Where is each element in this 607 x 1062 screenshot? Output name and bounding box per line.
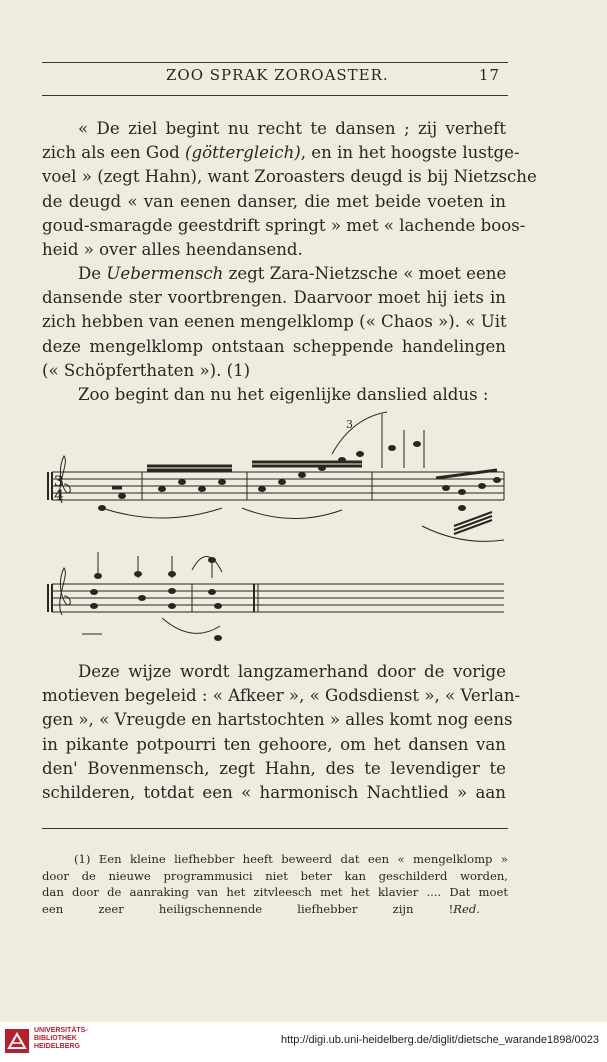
header-title: ZOO SPRAK ZOROASTER. (166, 66, 389, 84)
running-header (42, 66, 508, 86)
text-line: motieven begeleid : « Afkeer », « Godsdienst », « Verlan- (42, 686, 521, 706)
italic-term: Uebermensch (106, 264, 224, 283)
text-line: Deze wijze wordt langzamerhand door de vorige (78, 662, 506, 681)
source-url-link[interactable]: http://digi.ub.uni-heidelberg.de/diglit/dietsche_warande1898/0023 (280, 1034, 599, 1046)
footnote-line: (1) Een kleine liefhebber heeft beweerd dat een « mengelklomp » (74, 852, 508, 866)
text-line: (« Schöpferthaten »). (1) (42, 360, 251, 380)
text-line: Zoo begint dan nu het eigenlijke danslied aldus : (78, 385, 489, 404)
text-line: heid » over alles heendansend. (42, 240, 303, 260)
text-line: « De ziel begint nu recht te dansen ; zij verheft (78, 119, 506, 138)
paragraph-3 (42, 383, 506, 407)
text-line: de deugd « van eenen danser, die met beide voeten in (42, 191, 506, 211)
triplet-mark: 3 (346, 418, 353, 431)
footnote-signature: Red. (453, 901, 480, 916)
text-line: dansende ster voortbrengen. Daarvoor moet hij iets in (42, 288, 506, 308)
text-line: gen », « Vreugde en hartstochten » alles komt nog eens (42, 710, 513, 730)
footnote-line: een zeer heiligschennende liefhebber zijn ! Red. (42, 901, 480, 916)
library-logo-text: UNIVERSITÄTS- BIBLIOTHEK HEIDELBERG (34, 1027, 88, 1050)
text-line: zich als een God (göttergleich), en in het hoogste lustge- (42, 143, 520, 163)
time-sig-bottom: 4 (54, 488, 64, 504)
paragraph-2 (42, 262, 506, 383)
music-system-2 (42, 548, 508, 656)
text-line: deze mengelklomp ontstaan scheppende handelingen (42, 336, 506, 356)
footnote-line: dan door de aanraking van het zitvleesch met het klavier .... Dat moet (42, 885, 508, 900)
text-line: goud-smaragde geestdrift springt » met « lachende boos- (42, 215, 526, 235)
paragraph-4 (42, 660, 521, 805)
text-line: De Uebermensch zegt Zara-Nietzsche « moet eene (78, 264, 507, 283)
text-line: zich hebben van eenen mengelklomp (« Chaos »). « Uit (42, 312, 507, 332)
text-line: voel » (zegt Hahn), want Zoroasters deugd is bij Nietzsche (42, 167, 537, 187)
footnote (42, 851, 508, 917)
header-bottom-rule (42, 95, 508, 96)
music-system-1 (42, 408, 508, 548)
italic-term: (göttergleich) (185, 143, 301, 163)
header-top-rule (42, 62, 508, 63)
time-sig-top: 3 (54, 474, 64, 490)
text-line: den' Bovenmensch, zegt Hahn, des te levendiger te (42, 758, 506, 778)
university-seal-icon (4, 1028, 30, 1054)
text-line: schilderen, totdat een « harmonisch Nachtlied » aan (42, 783, 506, 803)
footnote-line: door de nieuwe programmusici niet beter kan geschilderd worden, (42, 868, 508, 883)
page-number: 17 (478, 66, 500, 84)
footnote-rule (42, 828, 508, 829)
paragraph-1 (42, 117, 537, 262)
text-line: in pikante potpourri ten gehoore, om het dansen van (42, 734, 506, 754)
